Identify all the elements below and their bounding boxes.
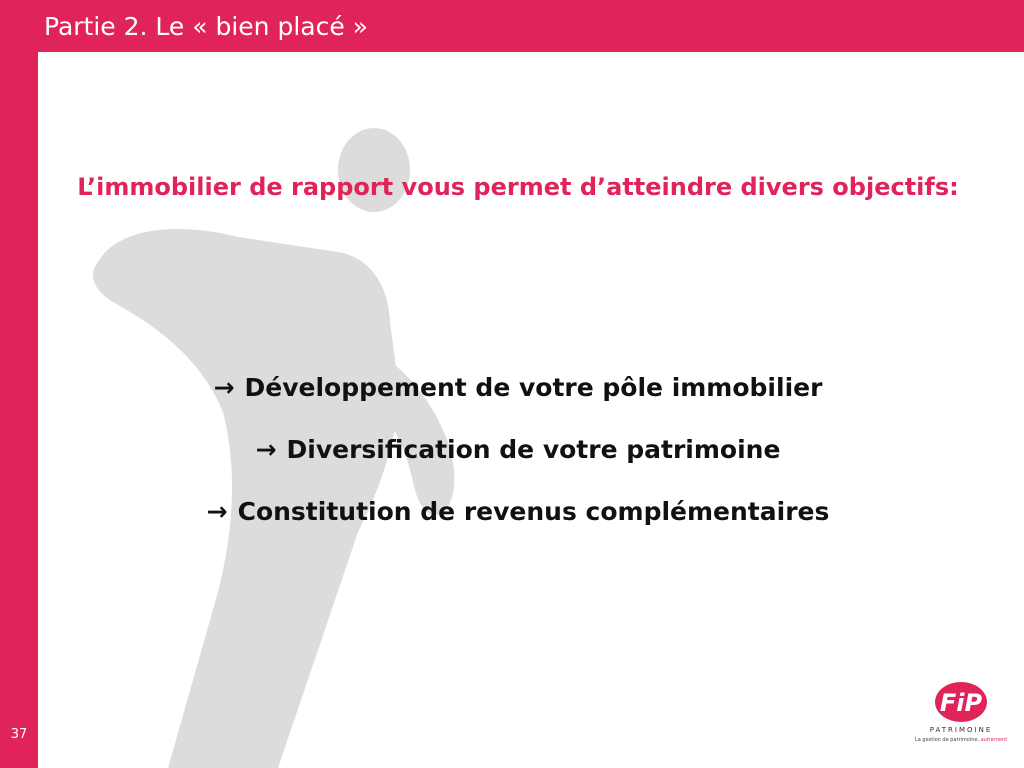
objectives-list bbox=[38, 368, 998, 554]
slide-title: Partie 2. Le « bien placé » bbox=[44, 12, 368, 41]
logo-text: FiP bbox=[939, 689, 983, 717]
objective-label: Développement de votre pôle immobilier bbox=[244, 373, 823, 402]
logo-tagline-accent: autrement bbox=[980, 737, 1008, 743]
logo-tagline-main: La gestion de patrimoine, bbox=[914, 737, 981, 743]
objective-item bbox=[38, 492, 998, 532]
objective-label: Diversification de votre patrimoine bbox=[286, 435, 781, 464]
title-bar bbox=[0, 0, 1024, 52]
arrow-right-icon: → bbox=[206, 497, 228, 526]
arrow-right-icon: → bbox=[213, 373, 235, 402]
logo-subtitle: PATRIMOINE bbox=[929, 726, 993, 734]
arrow-right-icon: → bbox=[255, 435, 277, 464]
objective-item bbox=[38, 368, 998, 408]
page-number: 37 bbox=[10, 727, 28, 742]
objective-item bbox=[38, 430, 998, 470]
intro-heading: L’immobilier de rapport vous permet d’atteindre divers objectifs: bbox=[77, 173, 959, 201]
logo-tagline bbox=[912, 737, 1010, 744]
objective-label: Constitution de revenus complémentaires bbox=[237, 497, 830, 526]
fip-patrimoine-logo bbox=[912, 678, 1010, 750]
fip-logo-mark bbox=[912, 678, 1010, 726]
